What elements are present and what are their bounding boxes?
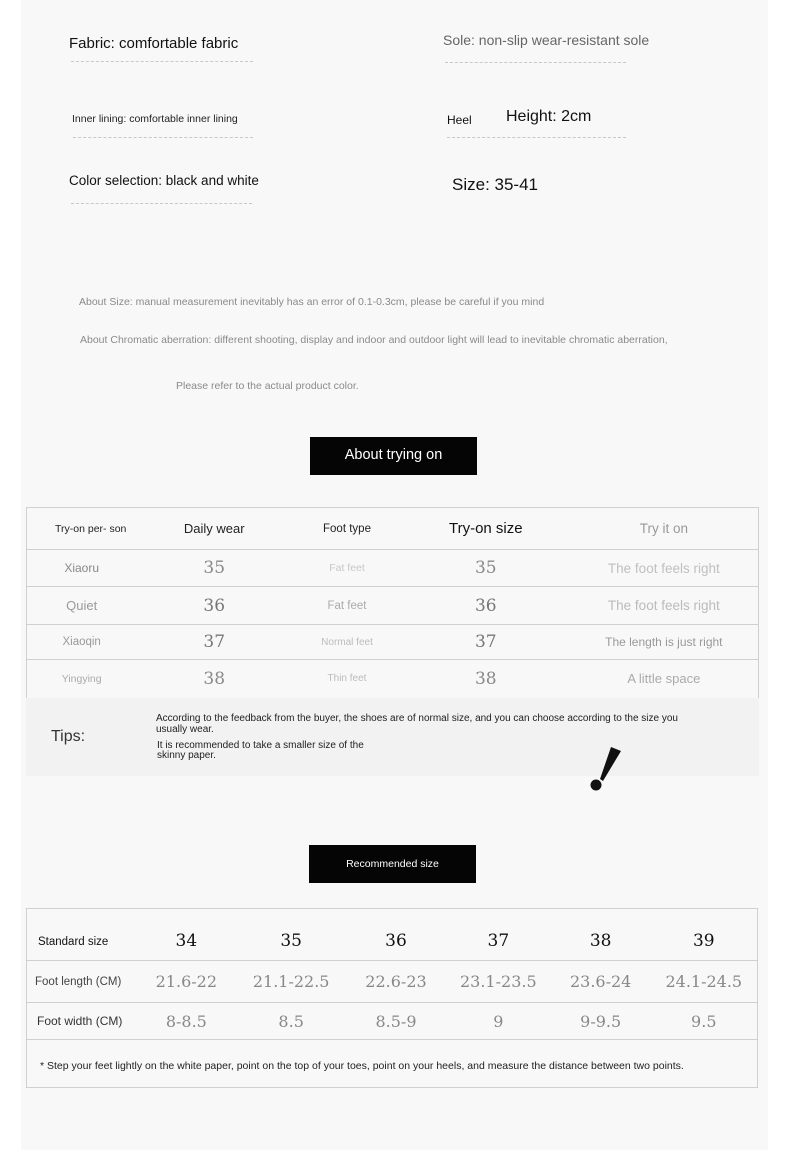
- foot-type: Thin feet: [292, 660, 402, 698]
- measurement-footnote: * Step your feet lightly on the white paper, point on the top of your toes, point on your heels, and measure the distance between two points.: [27, 1040, 758, 1088]
- size-table: [26, 908, 758, 1088]
- size-cell: 35: [236, 909, 346, 961]
- try-on-banner: About trying on: [310, 437, 477, 475]
- row-label: Foot width (CM): [27, 1003, 137, 1040]
- try-on-person: Yingying: [27, 660, 137, 698]
- try-on-feedback: A little space: [570, 660, 759, 698]
- daily-wear-size: 37: [136, 625, 292, 660]
- attr-sole: Sole: non-slip wear-resistant sole: [443, 32, 650, 48]
- daily-wear-size: 38: [136, 660, 292, 698]
- size-cell: 9: [446, 1003, 551, 1040]
- foot-type: Fat feet: [292, 550, 402, 587]
- try-on-person: Xiaoqin: [27, 625, 137, 660]
- size-cell: 38: [551, 909, 651, 961]
- header-daily-wear: Daily wear: [136, 508, 292, 550]
- size-cell: 8.5: [236, 1003, 346, 1040]
- table-row: [27, 660, 759, 698]
- size-cell: 22.6-23: [346, 961, 446, 1003]
- attr-color: Color selection: black and white: [69, 173, 259, 188]
- row-label: Foot length (CM): [27, 961, 137, 1003]
- tips-text-2: It is recommended to take a smaller size of the skinny paper.: [157, 740, 364, 761]
- table-row: [27, 909, 758, 961]
- header-try-on-person: Try-on per- son: [27, 508, 137, 550]
- divider: [71, 203, 252, 204]
- try-on-person: Xiaoru: [27, 550, 137, 587]
- daily-wear-size: 36: [136, 587, 292, 625]
- size-note: About Size: manual measurement inevitably has an error of 0.1-0.3cm, please be careful if you mind: [79, 296, 545, 308]
- try-on-size: 36: [402, 587, 570, 625]
- size-cell: 8-8.5: [136, 1003, 236, 1040]
- tips-box: [26, 698, 759, 776]
- try-on-size: 37: [402, 625, 570, 660]
- divider: [447, 137, 626, 138]
- try-on-feedback: The foot feels right: [570, 587, 759, 625]
- foot-type: Normal feet: [292, 625, 402, 660]
- attr-heel-height: Height: 2cm: [506, 108, 592, 125]
- row-label: Standard size: [27, 909, 137, 961]
- try-on-size: 35: [402, 550, 570, 587]
- attr-inner-lining: Inner lining: comfortable inner lining: [72, 113, 238, 125]
- try-on-feedback: The foot feels right: [570, 550, 759, 587]
- try-on-size: 38: [402, 660, 570, 698]
- attr-size: Size: 35-41: [452, 175, 538, 194]
- size-cell: 21.6-22: [136, 961, 236, 1003]
- size-cell: 24.1-24.5: [651, 961, 758, 1003]
- size-cell: 9.5: [651, 1003, 758, 1040]
- attr-heel-label: Heel: [447, 113, 472, 127]
- tips-label: Tips:: [51, 728, 86, 745]
- size-cell: 23.6-24: [551, 961, 651, 1003]
- header-foot-type: Foot type: [292, 508, 402, 550]
- size-cell: 36: [346, 909, 446, 961]
- divider: [71, 61, 253, 62]
- divider: [73, 137, 253, 138]
- try-on-header-row: [27, 508, 759, 550]
- divider: [445, 62, 626, 63]
- table-row: [27, 1003, 758, 1040]
- attr-fabric: Fabric: comfortable fabric: [69, 35, 239, 52]
- color-note: About Chromatic aberration: different shooting, display and indoor and outdoor light will lead to inevitable chromatic aberration,: [80, 334, 668, 346]
- color-note-continued: Please refer to the actual product color.: [176, 380, 359, 392]
- size-cell: 21.1-22.5: [236, 961, 346, 1003]
- footnote-row: [27, 1040, 758, 1088]
- try-on-table: [26, 507, 759, 698]
- table-row: [27, 587, 759, 625]
- daily-wear-size: 35: [136, 550, 292, 587]
- header-try-it-on: Try it on: [570, 508, 759, 550]
- size-cell: 9-9.5: [551, 1003, 651, 1040]
- size-cell: 23.1-23.5: [446, 961, 551, 1003]
- table-row: [27, 550, 759, 587]
- table-row: [27, 961, 758, 1003]
- size-cell: 39: [651, 909, 758, 961]
- recommended-size-banner: Recommended size: [309, 845, 476, 883]
- size-cell: 8.5-9: [346, 1003, 446, 1040]
- header-try-on-size: Try-on size: [402, 508, 570, 550]
- try-on-feedback: The length is just right: [570, 625, 759, 660]
- try-on-person: Quiet: [27, 587, 137, 625]
- foot-type: Fat feet: [292, 587, 402, 625]
- tips-text-1: According to the feedback from the buyer, the shoes are of normal size, and you can choose according to the size you usually wear.: [156, 713, 678, 735]
- size-cell: 34: [136, 909, 236, 961]
- exclamation-icon: [586, 744, 626, 794]
- table-row: [27, 625, 759, 660]
- size-cell: 37: [446, 909, 551, 961]
